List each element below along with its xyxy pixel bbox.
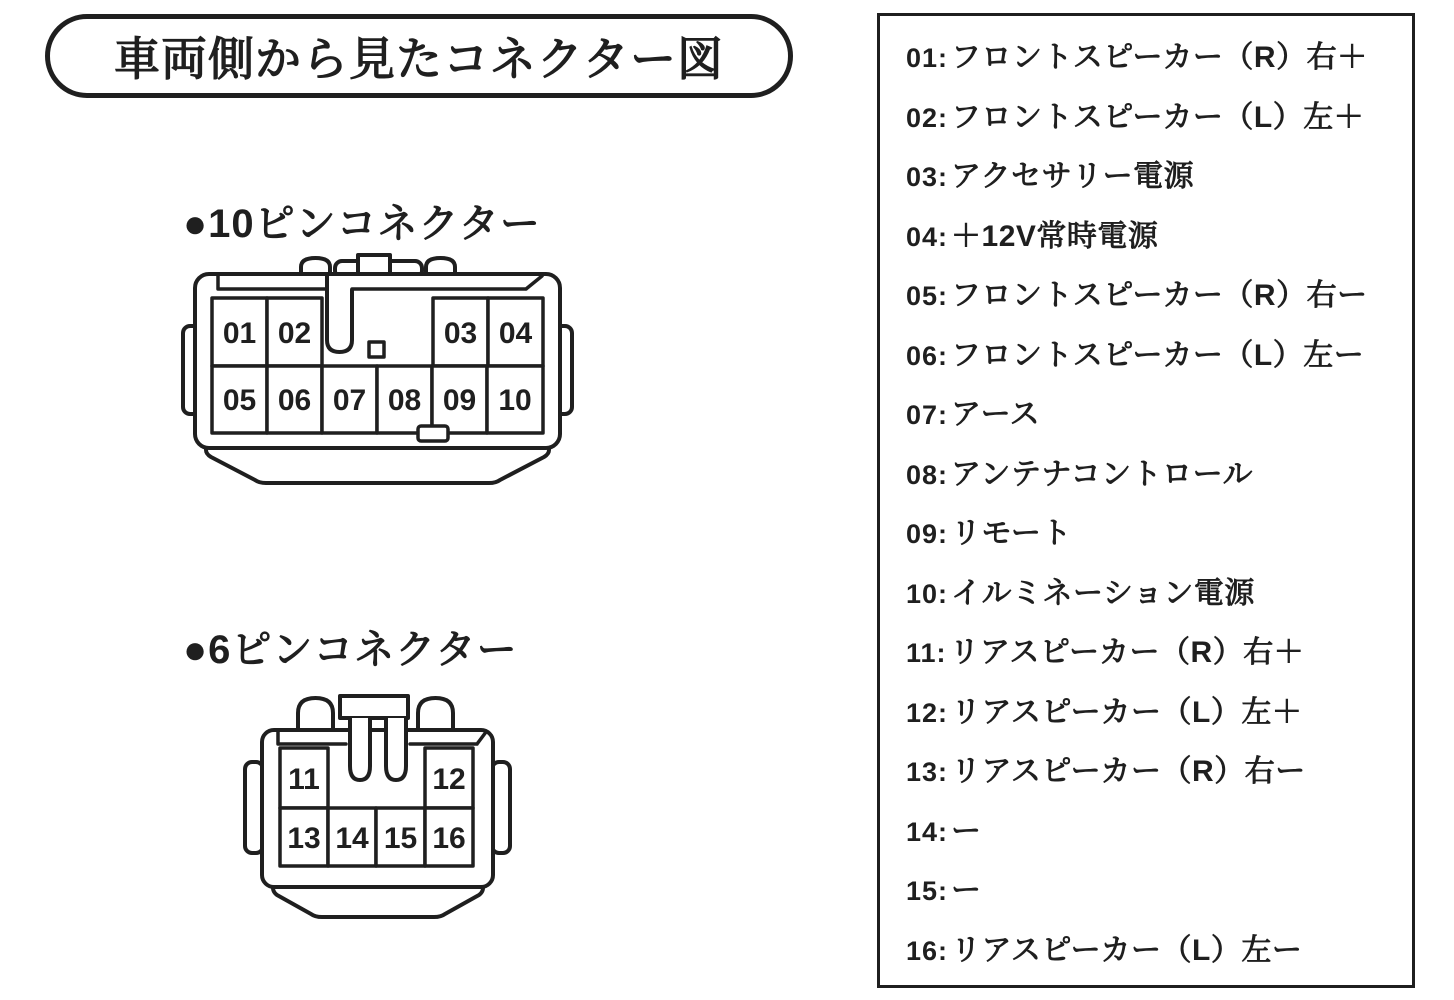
- pin-label-11: 11: [288, 763, 320, 796]
- pin-label-10: 10: [498, 384, 532, 417]
- legend-pin-number: 09:: [906, 519, 949, 550]
- legend-pin-number: 06:: [906, 340, 949, 371]
- pin-label-05: 05: [222, 384, 257, 417]
- legend-pin-description: ＋12V常時電源: [951, 219, 1159, 253]
- pin-cell-01: [212, 298, 267, 366]
- legend-pin-description: フロントスピーカー（R）右＋: [951, 41, 1368, 74]
- connector6-heading: ●6ピンコネクター: [183, 628, 518, 672]
- pin-legend-box: [877, 13, 1415, 988]
- legend-pin-number: 11:: [906, 638, 947, 669]
- pin-cell-10: [487, 366, 543, 433]
- legend-pin-description: アクセサリー電源: [951, 160, 1195, 194]
- legend-pin-number: 03:: [906, 162, 949, 193]
- legend-pin-number: 01:: [906, 43, 949, 73]
- pin-label-06: 06: [277, 384, 312, 417]
- legend-item: [906, 270, 1404, 314]
- pin-cell-05: [212, 366, 267, 433]
- legend-pin-description: イルミネーション電源: [951, 576, 1255, 610]
- legend-pin-number: 07:: [906, 400, 949, 431]
- legend-pin-number: 13:: [906, 757, 949, 788]
- page-title: 車両側から見たコネクター図: [45, 14, 793, 98]
- connector6-lock-channel-right: [386, 718, 406, 780]
- legend-pin-description: リアスピーカー（L）左ー: [951, 933, 1303, 967]
- legend-pin-description: ー: [951, 814, 982, 848]
- pin-label-13: 13: [287, 822, 321, 855]
- pin-cell-02: [267, 298, 322, 366]
- pin-cell-08: [377, 366, 432, 433]
- legend-pin-description: リアスピーカー（R）右ー: [951, 755, 1306, 789]
- legend-pin-number: 05:: [906, 281, 949, 312]
- pin-label-04: 04: [498, 317, 533, 350]
- pin-label-16: 16: [432, 822, 466, 855]
- legend-pin-description: アース: [951, 398, 1041, 432]
- legend-pin-description: フロントスピーカー（L）左＋: [951, 100, 1365, 134]
- pin-label-15: 15: [383, 822, 418, 855]
- legend-pin-number: 08:: [906, 459, 949, 490]
- legend-item: [906, 151, 1404, 195]
- connector10-bottom-tab: [418, 426, 448, 441]
- legend-item: [906, 211, 1404, 255]
- legend-item: [906, 806, 1404, 850]
- legend-pin-number: 12:: [906, 697, 949, 728]
- pin-cell-16: [425, 808, 473, 866]
- connector6-lock-channel-left: [350, 718, 370, 780]
- legend-item: [906, 865, 1404, 909]
- connector6-lock-bump-left: [298, 698, 333, 732]
- legend-pin-description: リモート: [951, 517, 1072, 551]
- pin-label-01: 01: [222, 317, 257, 350]
- legend-pin-number: 15:: [906, 876, 949, 907]
- connector10-diagram: [175, 250, 595, 495]
- pin-cell-03: [433, 298, 488, 366]
- pin-cell-12: [425, 748, 473, 808]
- pin-cell-06: [267, 366, 322, 433]
- pin-label-14: 14: [335, 822, 369, 855]
- legend-pin-description: リアスピーカー（L）左＋: [951, 695, 1303, 729]
- connector6-lock-bump-right: [418, 698, 453, 732]
- pin-label-07: 07: [332, 384, 367, 417]
- legend-pin-number: 10:: [906, 578, 949, 609]
- pin-label-08: 08: [387, 384, 422, 417]
- pin-cell-07: [322, 366, 377, 433]
- legend-pin-description: フロントスピーカー（L）左ー: [951, 338, 1365, 372]
- legend-item: [906, 746, 1404, 790]
- legend-item: [906, 449, 1404, 493]
- legend-item: [906, 687, 1404, 731]
- pin-cell-09: [432, 366, 487, 433]
- legend-item: [906, 568, 1404, 612]
- connector10-heading: ●10ピンコネクター: [183, 202, 541, 246]
- legend-item: [906, 508, 1404, 552]
- legend-pin-description: リアスピーカー（R）右＋: [949, 636, 1305, 670]
- pin-label-02: 02: [277, 317, 312, 350]
- pin-cell-15: [376, 808, 425, 866]
- legend-item: [906, 32, 1404, 76]
- legend-item: [906, 389, 1404, 433]
- pin-cell-14: [328, 808, 376, 866]
- connector10-keying-hole: [369, 342, 384, 357]
- legend-item: [906, 92, 1404, 136]
- pin-label-12: 12: [432, 763, 466, 796]
- legend-item: [906, 925, 1404, 969]
- pin-cell-11: [280, 748, 328, 808]
- pin-label-03: 03: [443, 317, 478, 350]
- legend-pin-number: 16:: [906, 935, 949, 966]
- pin-label-09: 09: [442, 384, 477, 417]
- pin-cell-13: [280, 808, 328, 866]
- legend-pin-number: 04:: [906, 221, 949, 252]
- connector6-latch-bar: [340, 696, 408, 718]
- legend-pin-number: 02:: [906, 102, 949, 133]
- pin-cell-04: [488, 298, 543, 366]
- legend-item: [906, 330, 1404, 374]
- legend-item: [906, 627, 1404, 671]
- legend-pin-number: 14:: [906, 816, 949, 847]
- connector6-diagram: [233, 688, 543, 928]
- legend-pin-description: フロントスピーカー（R）右ー: [951, 279, 1368, 313]
- legend-pin-description: ー: [951, 874, 982, 908]
- legend-pin-description: アンテナコントロール: [951, 457, 1254, 491]
